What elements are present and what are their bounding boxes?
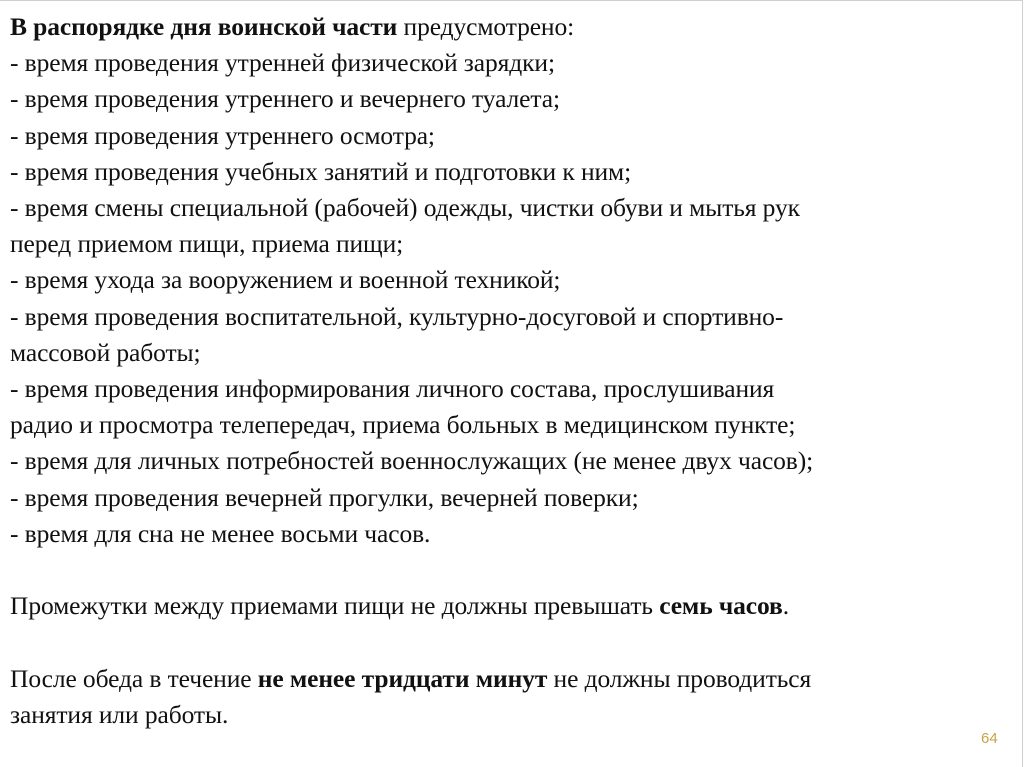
list-item: - время проведения утреннего осмотра; [10, 120, 435, 150]
slide-body [10, 9, 1010, 733]
list-item: - время проведения информирования личного состава, прослушивания [10, 374, 775, 404]
heading-rest: предусмотрено: [397, 12, 575, 41]
list-item-continuation: массовой работы; [10, 337, 201, 367]
after-lunch-bold: не менее тридцати минут [257, 663, 548, 693]
list-item: - время проведения утреннего и вечернего туалета; [10, 84, 560, 114]
list-item: - время для личных потребностей военнослужащих (не менее двух часов); [10, 446, 814, 476]
meals-bold: семь часов [659, 591, 783, 621]
list-item: - время проведения утренней физической зарядки; [10, 48, 555, 78]
meals-paragraph [10, 588, 1010, 624]
page-number: 64 [981, 730, 998, 747]
heading-line [10, 9, 1010, 45]
paragraph-gap [10, 552, 1010, 588]
meals-end: . [782, 591, 789, 621]
paragraph-gap [10, 624, 1010, 660]
list-item-continuation: перед приемом пищи, приема пищи; [10, 229, 404, 259]
list-item: - время ухода за вооружением и военной техникой; [10, 265, 561, 295]
list-item: - время для сна не менее восьми часов. [10, 518, 431, 548]
after-lunch-text: После обеда в течение [10, 663, 258, 693]
list-item: - время проведения вечерней прогулки, вечерней поверки; [10, 482, 639, 512]
slide-border-right [1022, 0, 1023, 767]
meals-text: Промежутки между приемами пищи не должны превышать [10, 591, 660, 621]
list-item: - время проведения учебных занятий и подготовки к ним; [10, 156, 632, 186]
after-lunch-paragraph [10, 661, 1010, 697]
after-lunch-line2: занятия или работы. [10, 699, 229, 729]
heading-bold: В распорядке дня воинской части [10, 12, 398, 41]
after-lunch-end: не должны проводиться [547, 663, 812, 693]
list-item: - время проведения воспитательной, культурно-досуговой и спортивно- [10, 301, 784, 331]
slide-border-top [0, 0, 1022, 1]
list-item: - время смены специальной (рабочей) одежды, чистки обуви и мытья рук [10, 193, 800, 223]
list-item-continuation: радио и просмотра телепередач, приема больных в медицинском пункте; [10, 410, 796, 440]
